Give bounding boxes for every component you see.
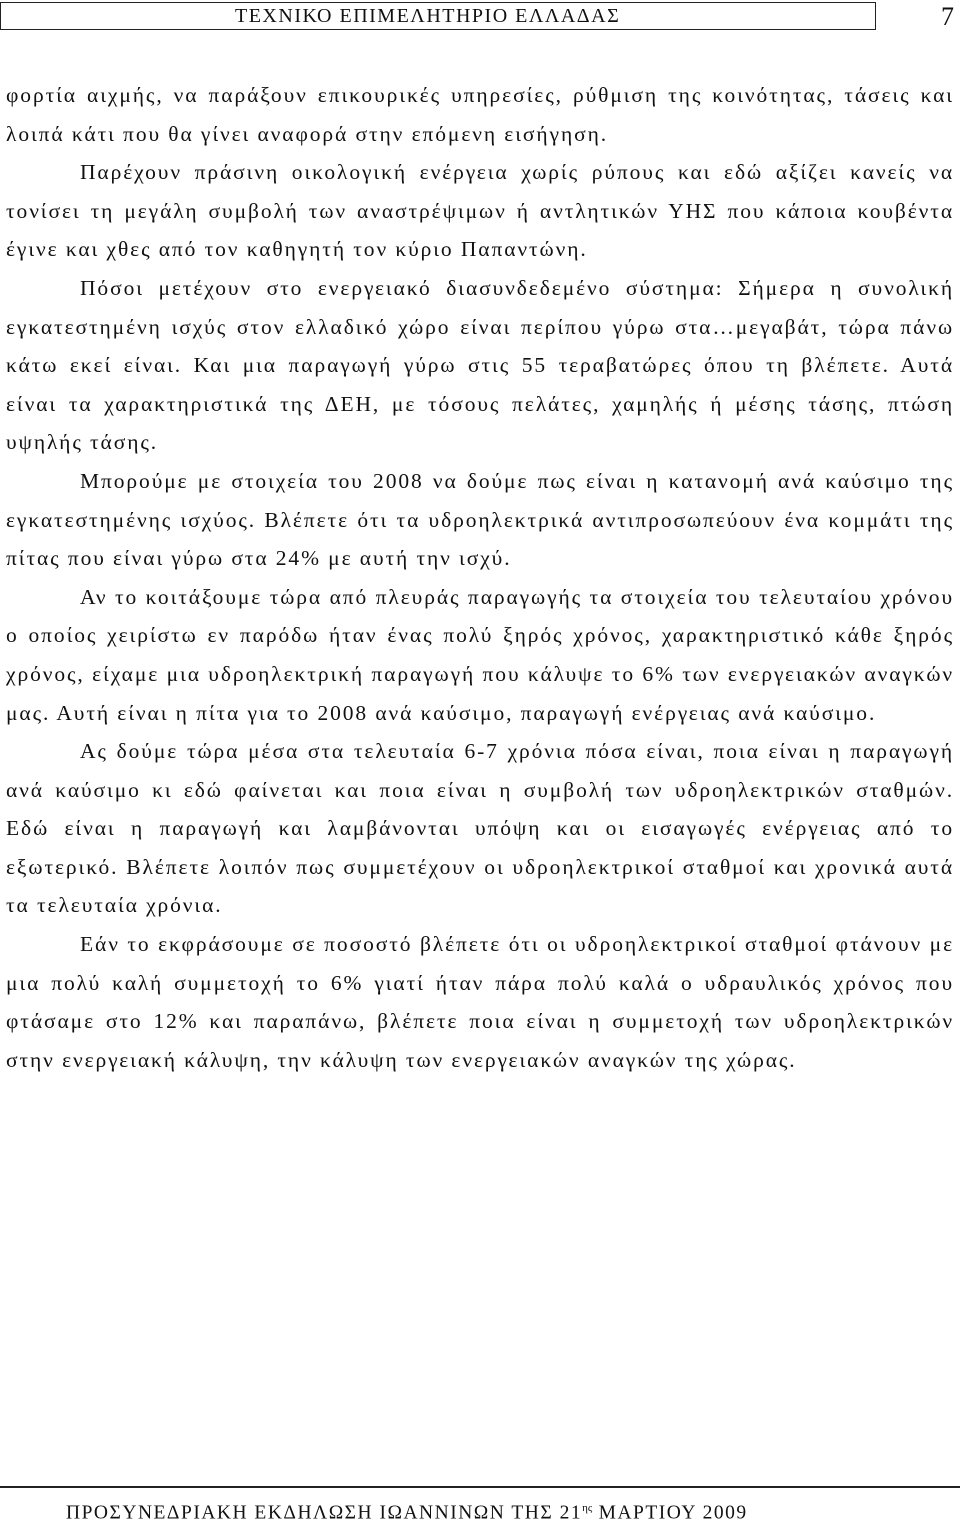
header-title: ΤΕΧΝΙΚΟ ΕΠΙΜΕΛΗΤΗΡΙΟ ΕΛΛΑΔΑΣ <box>235 4 621 27</box>
footer-text-main: ΠΡΟΣΥΝΕΔΡΙΑΚΗ ΕΚΔΗΛΩΣΗ ΙΩΑΝΝΙΝΩΝ ΤΗΣ 21 <box>66 1502 583 1524</box>
footer-text <box>66 1502 748 1525</box>
paragraph-5: Αν το κοιτάξουμε τώρα από πλευράς παραγωγής τα στοιχεία του τελευταίου χρόνου ο οποίος χειρίστω εν παρόδω ήταν ένας πολύ ξηρός χρόνος, χαρακτηριστικό κάθε ξηρός χρόνος, είχαμε μια υδροηλεκτρική παραγωγή που κάλυψε το 6% των ενεργειακών αναγκών μας. Αυτή είναι η πίτα για το 2008 ανά καύσιμο, παραγωγή ενέργειας ανά καύσιμο. <box>6 584 954 725</box>
footer-text-date: ΜΑΡΤΙΟΥ 2009 <box>592 1502 748 1524</box>
paragraph-7: Εάν το εκφράσουμε σε ποσοστό βλέπετε ότι οι υδροηλεκτρικοί σταθμοί φτάνουν με μια πολύ καλή συμμετοχή το 6% γιατί ήταν πάρα πολύ καλά ο υδραυλικός χρόνος που φτάσαμε στο 12% και παραπάνω, βλέπετε ποια είναι η συμμετοχή των υδροηλεκτρικών στην ενεργειακή κάλυψη, την κάλυψη των ενεργειακών αναγκών της χώρας. <box>6 932 954 1072</box>
paragraph-3: Πόσοι μετέχουν στο ενεργειακό διασυνδεδεμένο σύστημα: Σήμερα η συνολική εγκατεστημένη ισχύς στον ελλαδικό χώρο είναι περίπου γύρω στα…μεγαβάτ, τώρα πάνω κάτω εκεί είναι. Και μια παραγωγή γύρω στις 55 τεραβατώρες όπου τη βλέπετε. Αυτά είναι τα χαρακτηριστικά της ΔΕΗ, με τόσους πελάτες, χαμηλής ή μέσης τάσης, πτώση υψηλής τάσης. <box>6 275 954 455</box>
footer-divider <box>0 1486 960 1488</box>
footer-superscript: ης <box>582 1502 593 1514</box>
paragraph-4: Μπορούμε με στοιχεία του 2008 να δούμε πως είναι η κατανομή ανά καύσιμο της εγκατεστημένης ισχύος. Βλέπετε ότι τα υδροηλεκτρικά αντιπροσωπεύουν ένα κομμάτι της πίτας που είναι γύρω στα 24% με αυτή την ισχύ. <box>6 468 954 571</box>
page-header <box>0 0 960 36</box>
paragraph-2: Παρέχουν πράσινη οικολογική ενέργεια χωρίς ρύπους και εδώ αξίζει κανείς να τονίσει τη μεγάλη συμβολή των αναστρέψιμων ή αντλητικών ΥΗΣ που κάποια κουβέντα έγινε και χθες από τον καθηγητή τον κύριο Παπαντώνη. <box>6 160 954 262</box>
paragraph-1: φορτία αιχμής, να παράξουν επικουρικές υπηρεσίες, ρύθμιση της κοινότητας, τάσεις και λοιπά κάτι που θα γίνει αναφορά στην επόμενη εισήγηση. <box>6 83 954 146</box>
page-footer <box>0 1486 960 1536</box>
header-title-box <box>0 2 876 30</box>
document-body <box>6 76 954 1079</box>
page-number: 7 <box>941 2 954 31</box>
paragraph-6: Ας δούμε τώρα μέσα στα τελευταία 6-7 χρόνια πόσα είναι, ποια είναι η παραγωγή ανά καύσιμο κι εδώ φαίνεται και ποια είναι η συμβολή των υδροηλεκτρικών σταθμών. Εδώ είναι η παραγωγή και λαμβάνονται υπόψη και οι εισαγωγές ενέργειας από το εξωτερικό. Βλέπετε λοιπόν πως συμμετέχουν οι υδροηλεκτρικοί σταθμοί και χρονικά αυτά τα τελευταία χρόνια. <box>6 739 954 918</box>
